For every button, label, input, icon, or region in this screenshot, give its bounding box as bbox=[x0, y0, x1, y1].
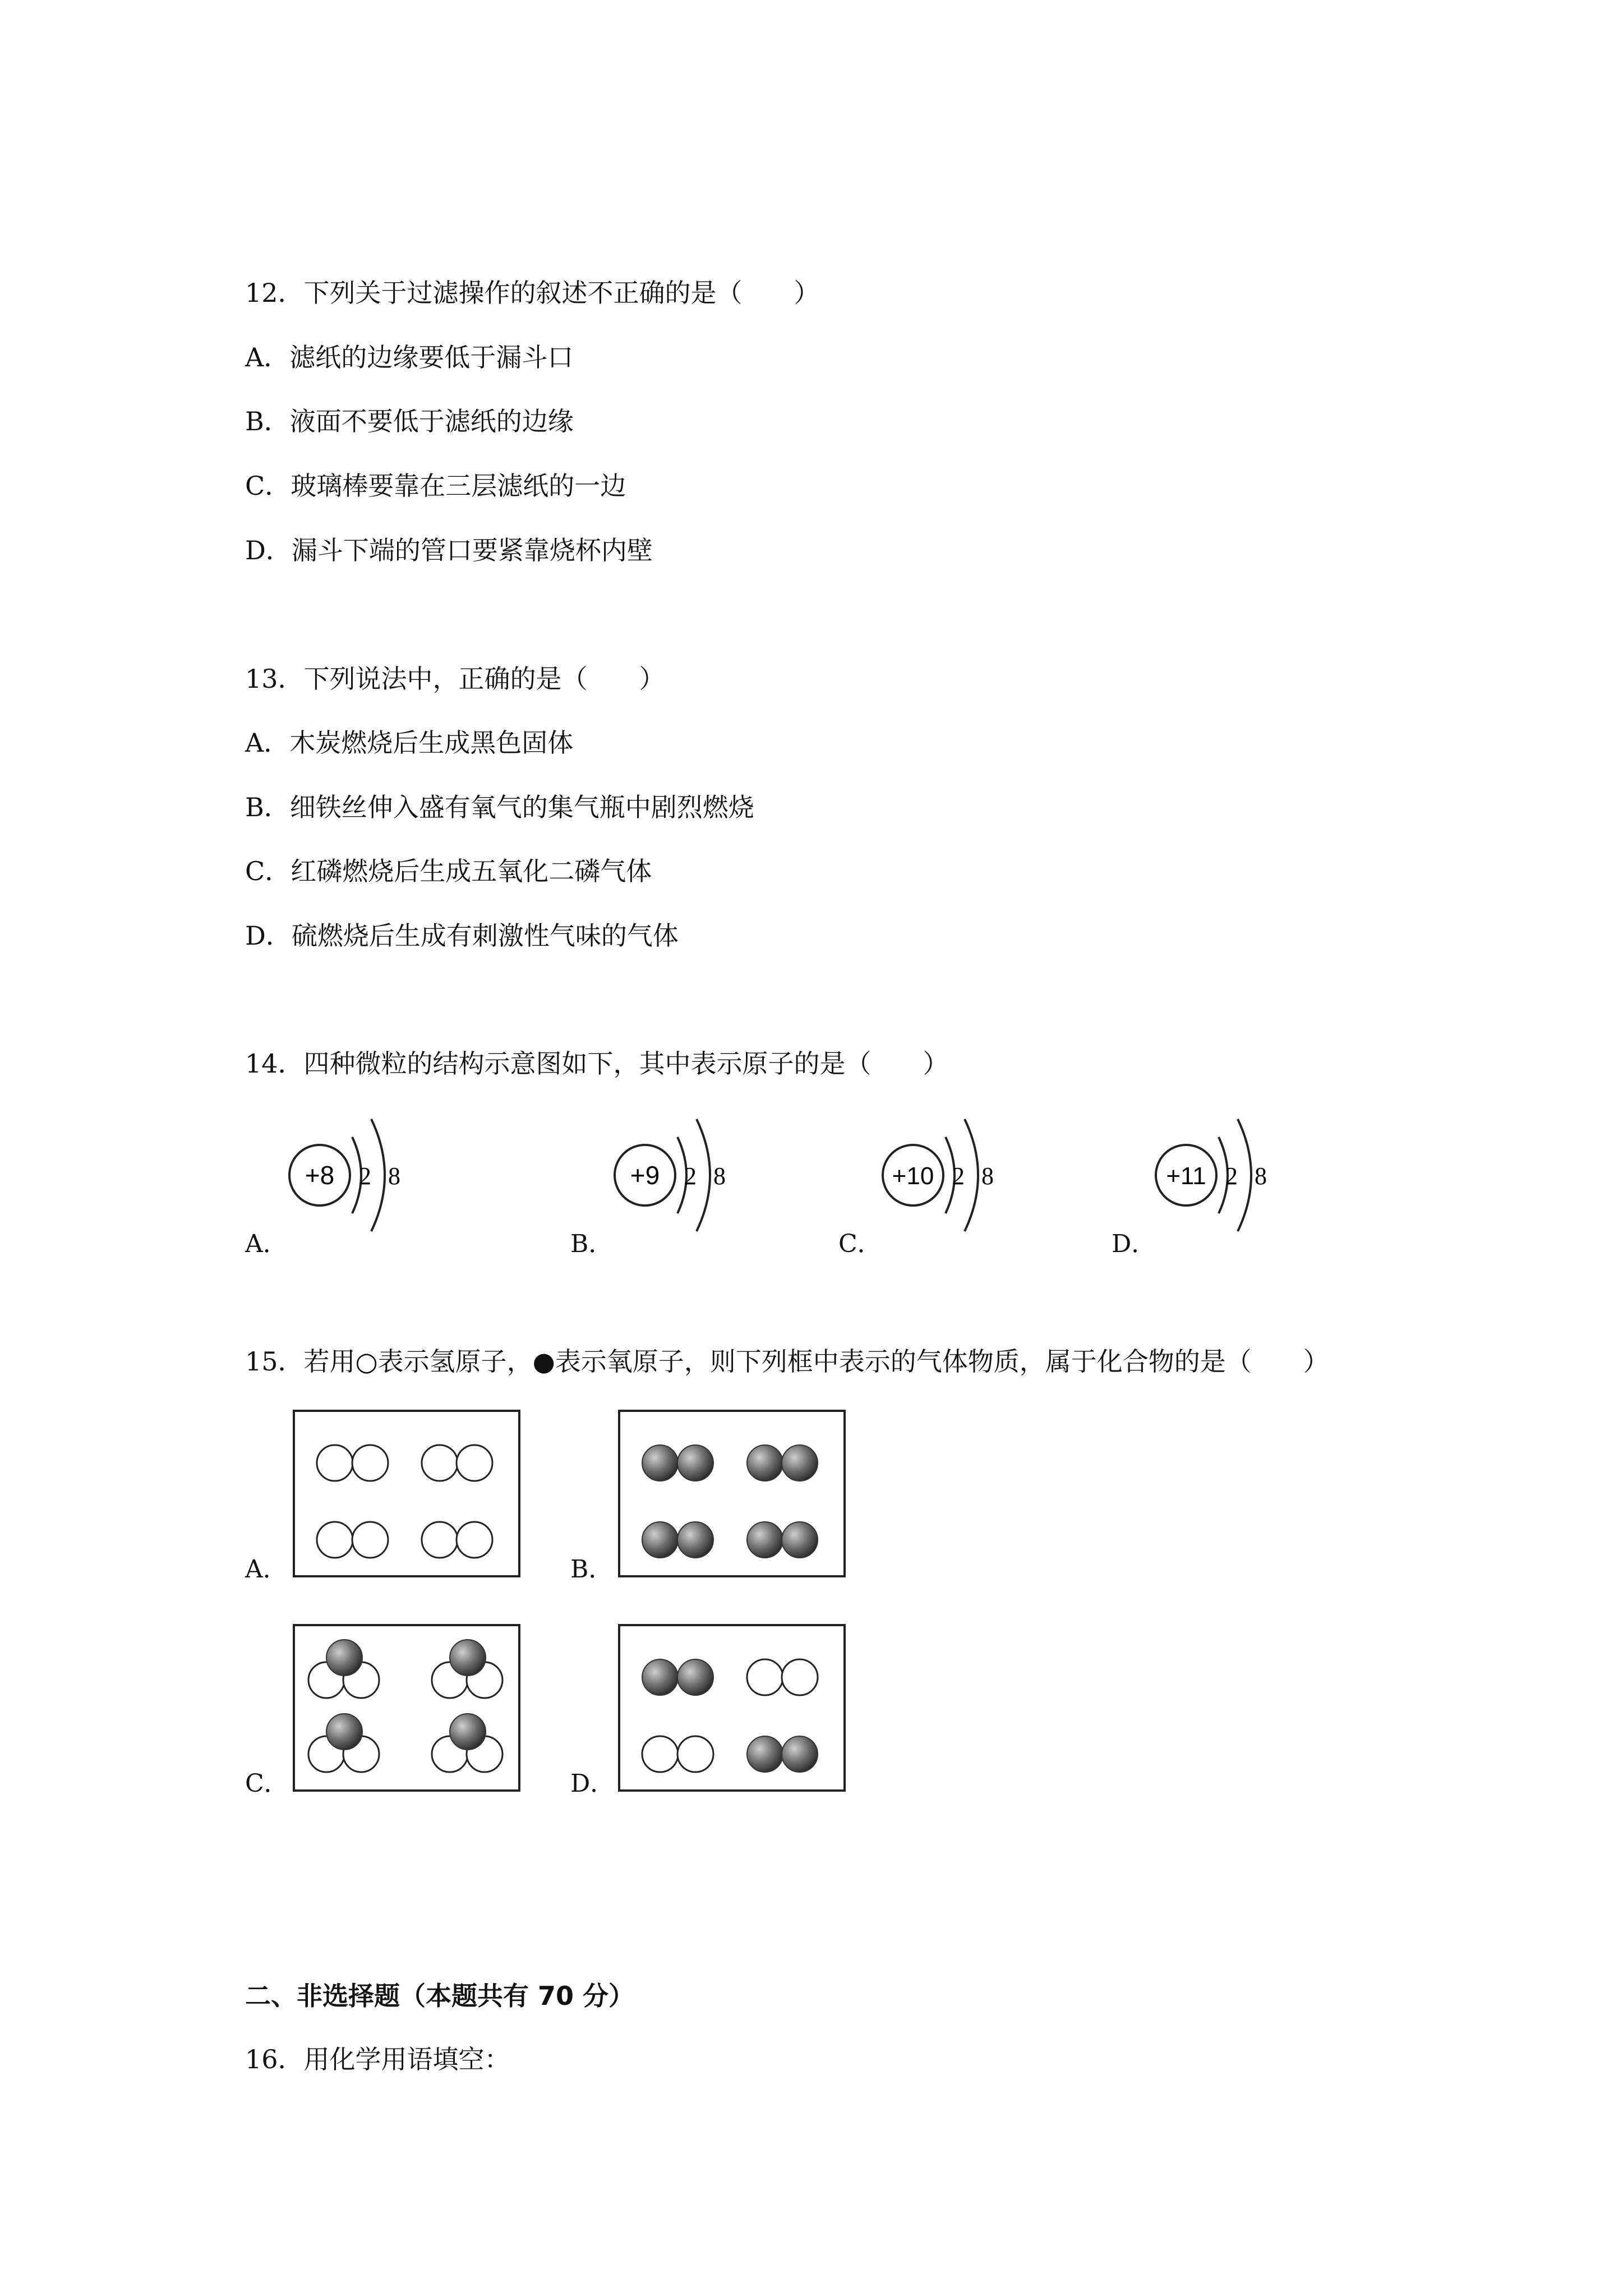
shell-1-count-a: 2 bbox=[359, 1162, 371, 1190]
q13-option-d: D．硫燃烧后生成有刺激性气味的气体 bbox=[245, 921, 679, 951]
shell-2-count-b: 8 bbox=[713, 1162, 726, 1190]
shell-1-count-d: 2 bbox=[1225, 1162, 1238, 1190]
q14-label-a: A． bbox=[245, 1230, 288, 1258]
atom-diagram-c bbox=[879, 1108, 1025, 1243]
shell-2-count-a: 8 bbox=[388, 1162, 400, 1190]
nucleus-charge-b: +9 bbox=[630, 1161, 660, 1190]
q15-stem: 15．若用○表示氢原子，●表示氧原子，则下列框中表示的气体物质，属于化合物的是（ ） bbox=[245, 1346, 1329, 1377]
q15-label-a: A． bbox=[245, 1555, 288, 1584]
q14-label-d: D． bbox=[1112, 1230, 1156, 1258]
nucleus-charge-a: +8 bbox=[305, 1161, 335, 1190]
q15-label-b: B． bbox=[570, 1555, 614, 1584]
q13-stem: 13．下列说法中，正确的是（ ） bbox=[245, 664, 665, 694]
molecule-box-c bbox=[293, 1624, 520, 1792]
q12-stem: 12．下列关于过滤操作的叙述不正确的是（ ） bbox=[245, 278, 820, 308]
section-2-heading: 二、非选择题（本题共有 70 分） bbox=[245, 1981, 635, 2011]
q12-option-d: D．漏斗下端的管口要紧靠烧杯内壁 bbox=[245, 535, 653, 565]
atom-diagram-a bbox=[286, 1108, 432, 1243]
atom-diagram-b bbox=[611, 1108, 757, 1243]
atom-diagram-d bbox=[1152, 1108, 1298, 1243]
q14-stem: 14．四种微粒的结构示意图如下，其中表示原子的是（ ） bbox=[245, 1048, 949, 1079]
q12-option-a: A．滤纸的边缘要低于漏斗口 bbox=[245, 342, 574, 372]
q13-option-a: A．木炭燃烧后生成黑色固体 bbox=[245, 728, 574, 758]
q15-label-c: C． bbox=[245, 1769, 289, 1798]
molecule-box-b bbox=[618, 1410, 846, 1577]
shell-1-count-b: 2 bbox=[684, 1162, 697, 1190]
shell-2-count-d: 8 bbox=[1255, 1162, 1267, 1190]
molecule-box-d bbox=[618, 1624, 846, 1792]
q16-stem: 16．用化学用语填空： bbox=[245, 2044, 510, 2074]
shell-2-count-c: 8 bbox=[981, 1162, 994, 1190]
nucleus-charge-d: +11 bbox=[1166, 1162, 1206, 1190]
nucleus-charge-c: +10 bbox=[892, 1162, 934, 1190]
q15-label-d: D． bbox=[570, 1769, 615, 1798]
q13-option-c: C．红磷燃烧后生成五氧化二磷气体 bbox=[245, 856, 652, 886]
q12-option-b: B．液面不要低于滤纸的边缘 bbox=[245, 406, 574, 436]
q13-option-b: B．细铁丝伸入盛有氧气的集气瓶中剧烈燃烧 bbox=[245, 792, 754, 822]
shell-1-count-c: 2 bbox=[952, 1162, 965, 1190]
q14-label-c: C． bbox=[838, 1230, 882, 1258]
q12-option-c: C．玻璃棒要靠在三层滤纸的一边 bbox=[245, 471, 626, 501]
molecule-box-a bbox=[293, 1410, 520, 1577]
q14-label-b: B． bbox=[570, 1230, 614, 1258]
